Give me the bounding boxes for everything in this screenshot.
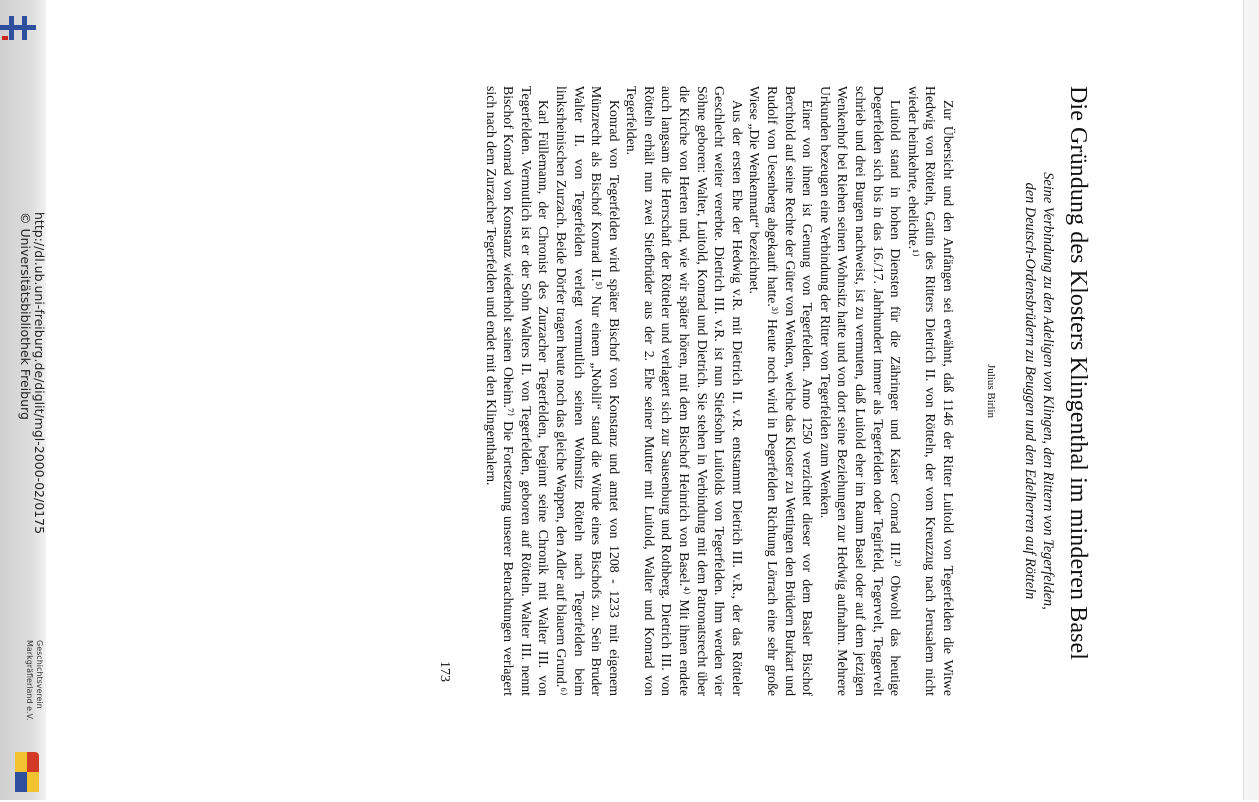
paragraph: Karl Füllemann, der Chronist des Zurzacher Tegerfelden, beginnt seine Chronik mit Walter III. von Tegerfelden. Vermutlich ist er der Sohn Walters II. von Tegerfelden, geboren auf Rötteln. Walter III. nennt Bischof Konrad von Konstanz wiederholt seinen Oheim.⁷⁾ Die Fortsetzung unserer Betrachtungen verlagert sich nach dem Zurzacher Tegerfelden und endet mit den Klingenthalern. (483, 86, 552, 696)
scanned-page (195, 86, 1125, 698)
paragraph: Zur Übersicht und den Anfängen sei erwähnt, daß 1146 der Ritter Luitold von Tegerfelden die Witwe Hedwig von Rötteln, Gattin des Ritters Dietrich II. von Rötteln, der vom Kreuzzug nach Jerusalem nicht wieder heimkehrte, ehelichte.¹⁾ (905, 86, 956, 696)
rotated-page-content (207, 86, 1107, 696)
society-crest-icon (13, 750, 41, 794)
paragraph: Einer von ihnen ist Genung von Tegerfelden. Anno 1250 verzichtet dieser vor dem Basler Bischof Berchtold auf seine Rechte der Güter von Wenken, welche das Kloster zu Wettingen den Brüdern Burkart und Rudolf von Uesenberg abgekauft hatte.³⁾ Heute noch wird in Degerfelden Richtung Lörrach eine sehr große Wiese „Die Wenkenmatt“ bezeichnet. (747, 86, 816, 696)
article-subtitle-line2: den Deutsch-Ordensbrüdern zu Beuggen und den Edelherren auf Rötteln (1022, 182, 1038, 600)
society-name: Geschichtsverein (35, 640, 44, 709)
article-body (482, 86, 957, 696)
article-subtitle-line1: Seine Verbindung zu den Adeligen von Klingen, den Rittern von Tegerfelden, (1040, 172, 1056, 610)
copyright-notice: © Universitätsbibliothek Freiburg (18, 212, 33, 420)
paragraph: Luitold stand in hohen Diensten für die Zähringer und Kaiser Conrad III.²⁾ Obwohl das heutige Degerfelden sich bis in das 16./17. Jahrhundert immer als Tegerfelden oder Tegirfeld, Tegervelt, Teggervelt schrieb und drei Burgen nachweist, ist zu vermuten, daß Luitold eher im Raum Basel oder auf dem jetzigen Wenkenhof bei Riehen seinen Wohnsitz hatte und von dort seine Beziehungen zur Hedwig aufnahm. Mehrere Urkunden bezeugen eine Verbindung der Ritter von Tegerfelden zum Wenken. (817, 86, 904, 696)
viewer-left-margin (0, 0, 46, 800)
paragraph: Konrad von Tegerfelden wird später Bischof von Konstanz und amtet von 1208 - 1233 mit eigenem Münzrecht als Bischof Konrad II.⁵⁾ Nur einem „Nobili“ stand die Würde eines Bischofs zu. Sein Bruder Walter II. von Tegerfelden verlegt vermutlich seinen Wohnsitz Rötteln nach Tegerfelden beim linksrheinischen Zurzach. Beide Dörfer tragen heute noch das gleiche Wappen, den Adler auf blauem Grund.⁶⁾ (553, 86, 622, 696)
source-url[interactable]: http://dl.ub.uni-freiburg.de/diglit/mgl-2000-02/0175 (32, 212, 47, 535)
society-name-line2: Markgräflerland e.V. (25, 640, 34, 721)
page-number: 173 (436, 661, 452, 682)
article-author: Julius Birlin (985, 363, 997, 419)
society-credit (0, 640, 46, 760)
article-title: Die Gründung des Klosters Klingenthal im minderen Basel (1065, 86, 1091, 661)
library-logo-icon (0, 12, 38, 44)
viewer-right-margin (1243, 0, 1259, 800)
paragraph: Aus der ersten Ehe der Hedwig v.R. mit Dietrich II. v.R. entstammt Dietrich III. v.R., der das Rötteler Geschlecht weiter vererbte. Dietrich III. v.R. ist nun Stiefsohn Luitolds von Tegerfelden. Ihm werden vier Söhne geboren: Walter, Luitold, Konrad und Dietrich. Sie stehen in Verbindung mit dem Patronatsrecht über die Kirche von Herten und, wie wir später hören, mit dem Bischof Heinrich von Basel.⁴⁾ Mit ihnen endete auch langsam die Herrschaft der Rötteler und verlagert sich zur Sausenburg und Rothberg. Dietrich III. von Rötteln erhält nun zwei Stiefbrüder aus der 2. Ehe seiner Mutter mit Luitold, Walter und Konrad von Tegerfelden. (624, 86, 745, 696)
